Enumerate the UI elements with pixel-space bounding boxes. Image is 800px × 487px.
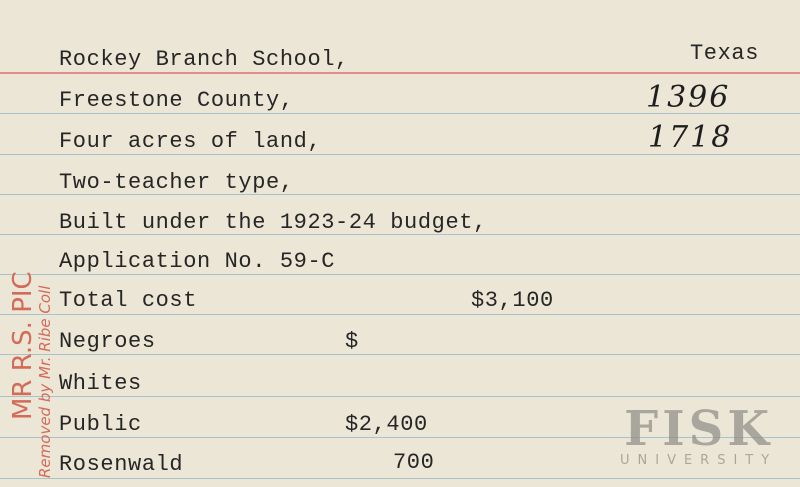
- whites-label: Whites: [59, 371, 142, 396]
- ruled-line: [0, 396, 800, 397]
- logo-subtitle: UNIVERSITY: [620, 453, 778, 468]
- type-line: Two-teacher type,: [59, 170, 294, 195]
- public-label: Public: [59, 412, 142, 437]
- rosenwald-label: Rosenwald: [59, 452, 184, 477]
- public-value: $2,400: [345, 412, 428, 437]
- handwritten-number-2: 1718: [648, 120, 733, 155]
- ruled-line: [0, 314, 800, 315]
- rosenwald-value: 700: [393, 450, 435, 475]
- land-line: Four acres of land,: [59, 129, 322, 154]
- ruled-line: [0, 354, 800, 355]
- budget-line: Built under the 1923-24 budget,: [59, 210, 487, 235]
- total-cost-label: Total cost: [59, 288, 198, 313]
- negroes-label: Negroes: [59, 329, 156, 354]
- negroes-value: $: [345, 329, 359, 354]
- total-cost-value: $3,100: [471, 288, 554, 313]
- state-label: Texas: [690, 41, 760, 66]
- ruled-line: [0, 478, 800, 479]
- fisk-university-logo: [620, 401, 778, 468]
- margin-note-large: MR R.S. PIC: [8, 271, 38, 420]
- county-line: Freestone County,: [59, 88, 294, 113]
- margin-note-small: Removed by Mr. Ribe Coll: [36, 285, 54, 478]
- logo-wordmark: FISK: [624, 401, 774, 457]
- header-rule: [0, 72, 800, 74]
- handwritten-number-1: 1396: [646, 80, 731, 115]
- ruled-line: [0, 274, 800, 275]
- application-line: Application No. 59-C: [59, 249, 336, 274]
- school-name: Rockey Branch School,: [59, 47, 349, 72]
